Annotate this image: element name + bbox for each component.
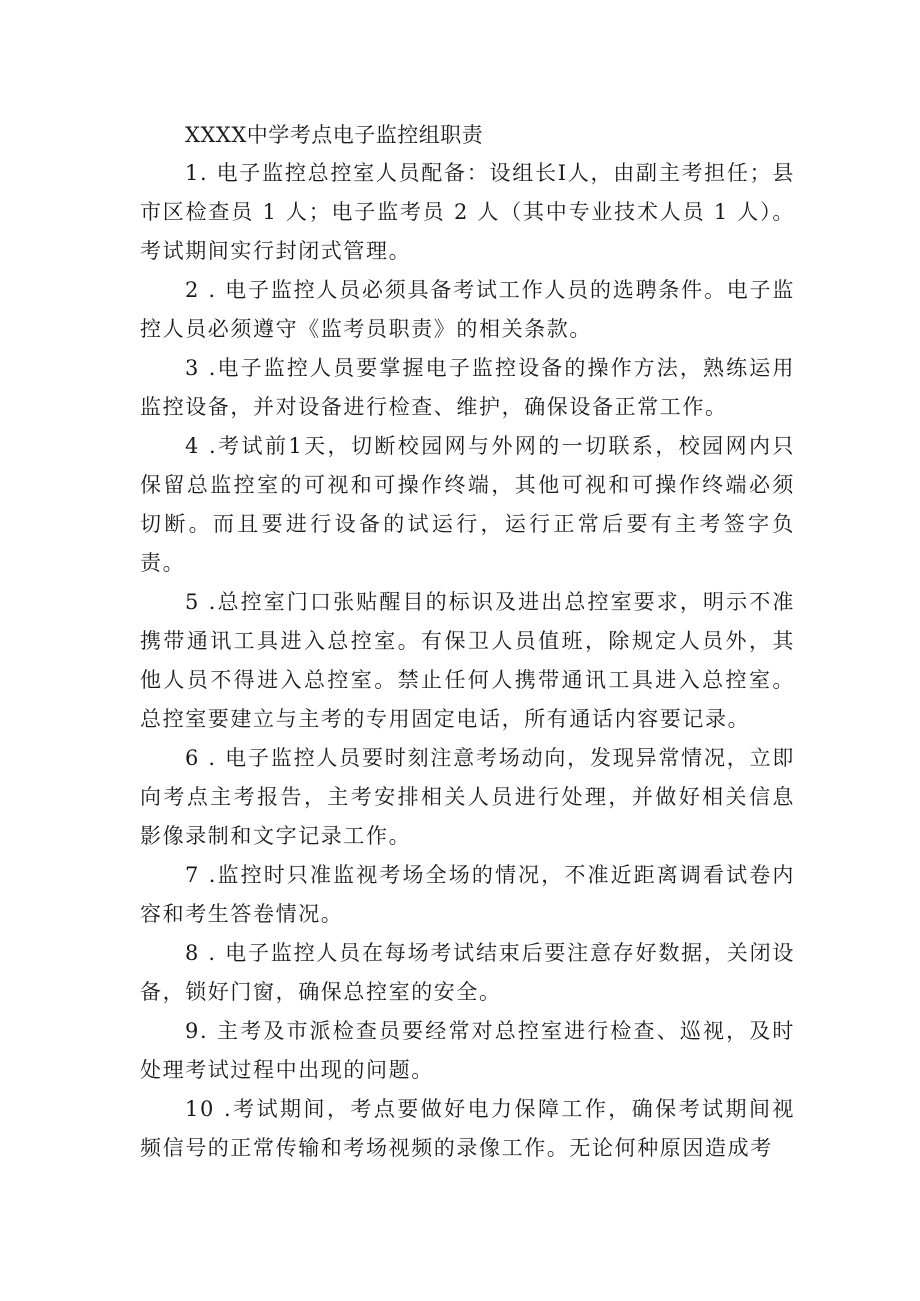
- document-page: [140, 116, 795, 1168]
- paragraph-4: 4 .考试前1天，切断校园网与外网的一切联系，校园网内只保留总监控室的可视和可操作终端，其他可视和可操作终端必须切断。而且要进行设备的试运行，运行正常后要有主考签字负责。: [140, 434, 795, 575]
- paragraph-1: 1. 电子监控总控室人员配备：设组长I人，由副主考担任；县市区检查员 1 人；电子监考员 2 人（其中专业技术人员 1 人）。考试期间实行封闭式管理。: [140, 161, 795, 263]
- paragraph-2: 2 . 电子监控人员必须具备考试工作人员的选聘条件。电子监控人员必须遵守《监考员职责》的相关条款。: [140, 278, 795, 341]
- paragraph-6: 6 . 电子监控人员要时刻注意考场动向，发现异常情况，立即向考点主考报告，主考安排相关人员进行处理，并做好相关信息影像录制和文字记录工作。: [140, 746, 795, 848]
- paragraph-7: 7 .监控时只准监视考场全场的情况，不准近距离调看试卷内容和考生答卷情况。: [140, 863, 795, 926]
- paragraph-8: 8 . 电子监控人员在每场考试结束后要注意存好数据，关闭设备，锁好门窗，确保总控室的安全。: [140, 941, 795, 1004]
- paragraph-3: 3 .电子监控人员要掌握电子监控设备的操作方法，熟练运用监控设备，并对设备进行检查、维护，确保设备正常工作。: [140, 356, 795, 419]
- paragraph-5: 5 .总控室门口张贴醒目的标识及进出总控室要求，明示不准携带通讯工具进入总控室。有保卫人员值班，除规定人员外，其他人员不得进入总控室。禁止任何人携带通讯工具进入总控室。总控室要建立与主考的专用固定电话，所有通话内容要记录。: [140, 590, 795, 731]
- document-title: XXXX中学考点电子监控组职责: [185, 123, 484, 147]
- paragraph-9: 9. 主考及市派检查员要经常对总控室进行检查、巡视，及时处理考试过程中出现的问题。: [140, 1019, 795, 1082]
- paragraph-10: 10 .考试期间，考点要做好电力保障工作，确保考试期间视频信号的正常传输和考场视频的录像工作。无论何种原因造成考: [140, 1097, 795, 1160]
